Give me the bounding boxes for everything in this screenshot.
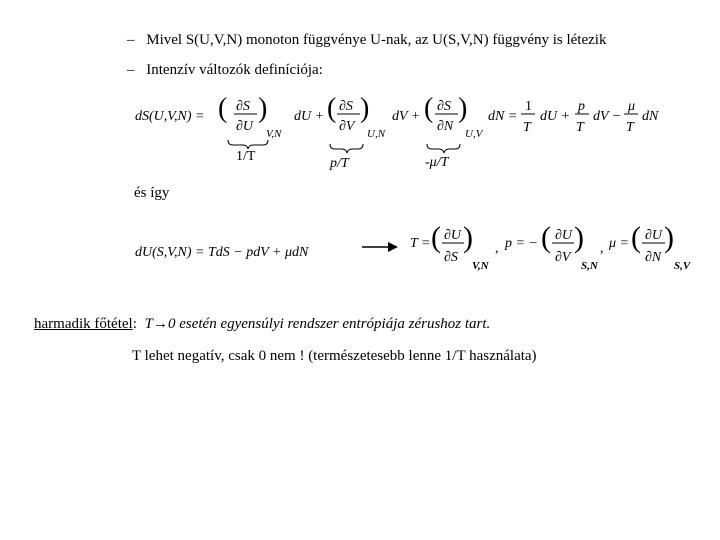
bullet-marker: –	[127, 32, 135, 48]
paren-left: (	[431, 221, 441, 254]
eq2-mu-den: ∂N	[645, 250, 662, 265]
es-igy-text: és így	[134, 185, 170, 201]
paren-right: )	[258, 93, 268, 124]
eq1-f1-den: T	[523, 120, 531, 135]
paren-right: )	[463, 221, 473, 254]
paren-left: (	[541, 221, 551, 254]
eq1-f3-den: T	[626, 120, 634, 135]
paren-left: (	[424, 93, 434, 124]
brace-label-1: 1/T	[236, 149, 256, 164]
paren-right: )	[360, 93, 370, 124]
eq2-p-den: ∂V	[555, 250, 571, 265]
eq1-t2: dV −	[593, 109, 622, 124]
brace-2	[330, 144, 363, 153]
brace-label-2: p/T	[330, 156, 349, 171]
eq1-d1: dU +	[294, 109, 325, 124]
paren-left: (	[631, 221, 641, 254]
third-law-line	[34, 316, 490, 333]
third-law-colon: :	[132, 316, 137, 332]
eq1-pd1-sub: V,N	[266, 128, 282, 140]
eq2-T-lhs: T =	[410, 236, 431, 251]
eq2-T-den: ∂S	[444, 250, 458, 265]
eq2-T-sub: V,N	[472, 260, 489, 272]
paren-right: )	[458, 93, 468, 124]
eq1-f1-num: 1	[525, 99, 532, 114]
eq1-f3-num: μ	[628, 99, 636, 114]
eq1-f2-num: p	[578, 99, 585, 114]
eq1-pd3-num: ∂S	[437, 99, 451, 114]
eq2-comma1: ,	[495, 241, 499, 256]
eq1-d3: dN =	[488, 109, 518, 124]
third-law-title: harmadik főtétel	[34, 316, 133, 332]
eq2-mu-num: ∂U	[645, 228, 663, 243]
eq1-pd3-sub: U,V	[465, 128, 483, 140]
eq1-pd1-num: ∂S	[236, 99, 250, 114]
note-text: T lehet negatív, csak 0 nem ! (természetesebb lenne 1/T használata)	[132, 348, 537, 364]
eq2-left: dU(S,V,N) = TdS − pdV + μdN	[135, 245, 309, 260]
eq2-p-sub: S,N	[581, 260, 598, 272]
arrow-icon	[388, 242, 398, 252]
paren-right: )	[574, 221, 584, 254]
eq1-d2: dV +	[392, 109, 421, 124]
eq1-pd3-den: ∂N	[437, 119, 454, 134]
bullet-marker: –	[127, 62, 135, 78]
eq2-p-num: ∂U	[555, 228, 573, 243]
eq1-t3: dN	[642, 109, 659, 124]
paren-left: (	[327, 93, 337, 124]
brace-label-3: -μ/T	[425, 155, 449, 170]
eq2-p-lhs: p = −	[505, 236, 538, 251]
eq1-pd2-num: ∂S	[339, 99, 353, 114]
eq1-f2-den: T	[576, 120, 584, 135]
third-law-statement: T→0 esetén egyensúlyi rendszer entrópiája zérushoz tart.	[144, 316, 491, 332]
eq1-pd1-den: ∂U	[236, 119, 254, 134]
eq1-lhs: dS(U,V,N) =	[135, 109, 205, 124]
paren-right: )	[664, 221, 674, 254]
eq2-mu-sub: S,V	[674, 260, 691, 272]
eq2-mu-lhs: μ =	[609, 236, 629, 251]
eq1-pd2-den: ∂V	[339, 119, 355, 134]
brace-3	[427, 144, 460, 153]
eq2-comma2: ,	[600, 241, 604, 256]
brace-1	[228, 140, 268, 149]
eq1-t1: dU +	[540, 109, 571, 124]
bullet-text: Mivel S(U,V,N) monoton függvénye U-nak, az U(S,V,N) függvény is létezik	[146, 32, 607, 48]
bullet-text: Intenzív változók definíciója:	[146, 62, 323, 78]
paren-left: (	[218, 93, 228, 124]
eq1-pd2-sub: U,N	[367, 128, 386, 140]
eq2-T-num: ∂U	[444, 228, 462, 243]
